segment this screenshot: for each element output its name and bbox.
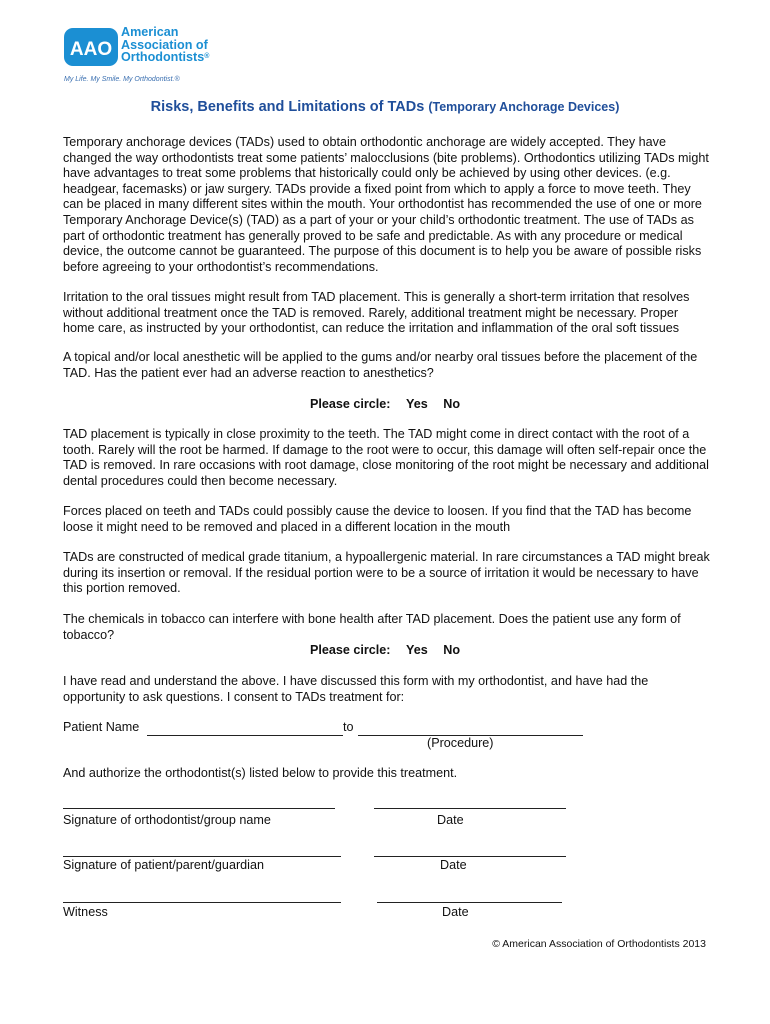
witness-signature-line[interactable]: [63, 902, 341, 903]
authorize-paragraph: And authorize the orthodontist(s) listed below to provide this treatment.: [63, 766, 458, 780]
witness-date-line[interactable]: [377, 902, 562, 903]
logo-org-line: American: [121, 25, 179, 39]
orthodontist-signature-line[interactable]: [63, 808, 335, 809]
circle-label: Please circle:: [309, 397, 391, 411]
consent-paragraph: I have read and understand the above. I have discussed this form with my orthodontist, and have had the opportunity to ask questions. I consent to TADs treatment for:: [63, 674, 649, 704]
patient-date-label: Date: [440, 858, 467, 872]
tobacco-paragraph: The chemicals in tobacco can interfere with bone health after TAD placement. Does the patient use any form of tobacco?: [63, 612, 681, 642]
logo-org-name: [121, 26, 209, 64]
no-option[interactable]: No: [443, 397, 461, 411]
anesthetic-circle-prompt: [0, 397, 770, 411]
yes-option[interactable]: Yes: [406, 643, 428, 657]
patient-name-field[interactable]: [147, 735, 343, 736]
logo-abbr: AAO: [69, 39, 113, 60]
patient-signature-label: Signature of patient/parent/guardian: [63, 858, 264, 872]
patient-name-label: Patient Name: [63, 720, 140, 734]
to-label: to: [343, 720, 354, 734]
title-main: Risks, Benefits and Limitations of TADs: [150, 99, 425, 115]
patient-date-line[interactable]: [374, 856, 566, 857]
patient-signature-line[interactable]: [63, 856, 341, 857]
proximity-paragraph: TAD placement is typically in close proximity to the teeth. The TAD might come in direct contact with the root of a tooth. Rarely will the root be harmed. If damage to the root were to occur, this damage will often self-repair once the TAD is removed. In rare occasions with root damage, close monitoring of the root might be necessary and additional dental procedures could then become necessary.: [63, 427, 709, 488]
forces-paragraph: Forces placed on teeth and TADs could possibly cause the device to loosen. If you find that the TAD has become loose it might need to be removed and placed in a different location in the mouth: [63, 504, 692, 534]
yes-option[interactable]: Yes: [406, 397, 428, 411]
logo-org-line: Orthodontists®: [121, 50, 210, 64]
irritation-paragraph: Irritation to the oral tissues might result from TAD placement. This is generally a short-term irritation that resolves without additional treatment once the TAD is removed. Rarely, additional treatment might be necessary. Proper home care, as instructed by your orthodontist, can reduce the irritation and inflammation of the oral soft tissues: [63, 290, 690, 336]
aao-logo-mark: [64, 28, 118, 66]
witness-label: Witness: [63, 905, 108, 919]
page-title: [0, 99, 770, 115]
circle-label: Please circle:: [309, 643, 391, 657]
orthodontist-signature-label: Signature of orthodontist/group name: [63, 813, 271, 827]
copyright-notice: © American Association of Orthodontists 2013: [492, 938, 706, 950]
title-sub: (Temporary Anchorage Devices): [428, 100, 620, 114]
anesthetic-paragraph: A topical and/or local anesthetic will be applied to the gums and/or nearby oral tissues before the placement of the TAD. Has the patient ever had an adverse reaction to anesthetics?: [63, 350, 698, 380]
no-option[interactable]: No: [443, 643, 461, 657]
procedure-label: (Procedure): [427, 736, 494, 750]
witness-date-label: Date: [442, 905, 469, 919]
orthodontist-date-label: Date: [437, 813, 464, 827]
intro-paragraph: Temporary anchorage devices (TADs) used to obtain orthodontic anchorage are widely accepted. They have changed the way orthodontists treat some patients’ malocclusions (bite problems). Orthodontics utilizing TADs might have advantages to treat some problems that historically could only be achieved by using other devices. (e.g. headgear, facemasks) or jaw surgery. TADs provide a fixed point from which to apply a force to move teeth. They can be placed in many different sites within the mouth. Your orthodontist has recommended the use of one or more Temporary Anchorage Device(s) (TAD) as a part of your or your child’s orthodontic treatment. The use of TADs as part of orthodontic treatment has generally proved to be safe and predictable. As with any procedure or medical device, the outcome cannot be guaranteed. The purpose of this document is to help you be aware of possible risks before agreeing to your orthodontist’s recommendations.: [63, 135, 709, 274]
logo-tagline: My Life. My Smile. My Orthodontist.®: [64, 76, 180, 83]
logo-org-line: Association of: [121, 37, 208, 52]
aao-logo: [64, 22, 214, 90]
tobacco-circle-prompt: [0, 643, 770, 657]
orthodontist-date-line[interactable]: [374, 808, 566, 809]
titanium-paragraph: TADs are constructed of medical grade titanium, a hypoallergenic material. In rare circumstances a TAD might break during its insertion or removal. If the residual portion were to be a source of irritation it would be necessary to have this portion removed.: [63, 550, 710, 596]
